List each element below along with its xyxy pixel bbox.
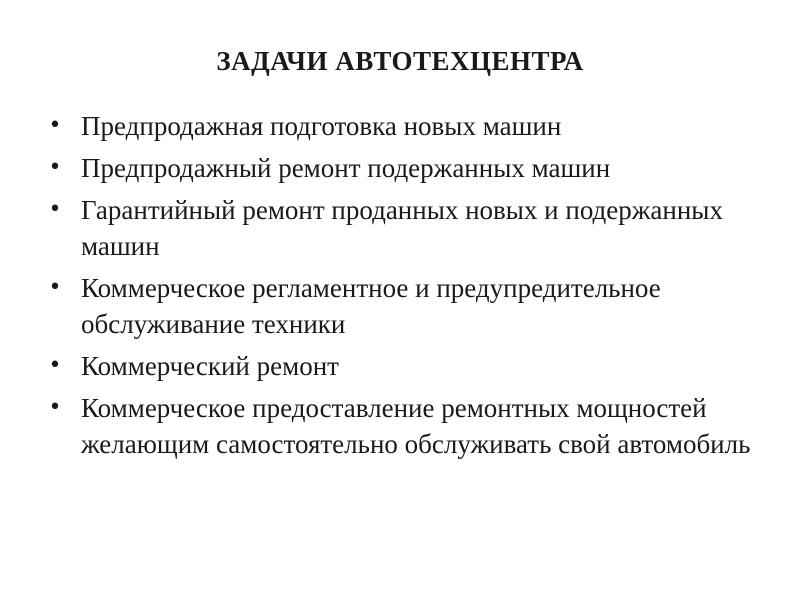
list-item (45, 192, 775, 264)
list-item-text: Коммерческий ремонт (81, 351, 339, 381)
bullet-icon: • (48, 353, 62, 378)
task-list (45, 108, 775, 468)
bullet-icon: • (48, 113, 62, 138)
list-item (45, 270, 775, 342)
list-item-text: Предпродажный ремонт подержанных машин (81, 153, 611, 183)
list-item-text: Коммерческое регламентное и предупредительное обслуживание техники (81, 273, 668, 339)
list-item (45, 390, 775, 462)
list-item-text: Коммерческое предоставление ремонтных мощностей желающим самостоятельно обслуживать свой автомобиль (81, 393, 751, 459)
list-item-text: Предпродажная подготовка новых машин (81, 111, 562, 141)
bullet-icon: • (48, 275, 62, 300)
list-item (45, 108, 775, 144)
bullet-icon: • (48, 395, 62, 420)
list-item (45, 150, 775, 186)
list-item-text: Гарантийный ремонт проданных новых и подержанных машин (81, 195, 730, 261)
bullet-icon: • (48, 155, 62, 180)
slide-title: ЗАДАЧИ АВТОТЕХЦЕНТРА (216, 46, 584, 76)
list-item (45, 348, 775, 384)
bullet-icon: • (48, 197, 62, 222)
